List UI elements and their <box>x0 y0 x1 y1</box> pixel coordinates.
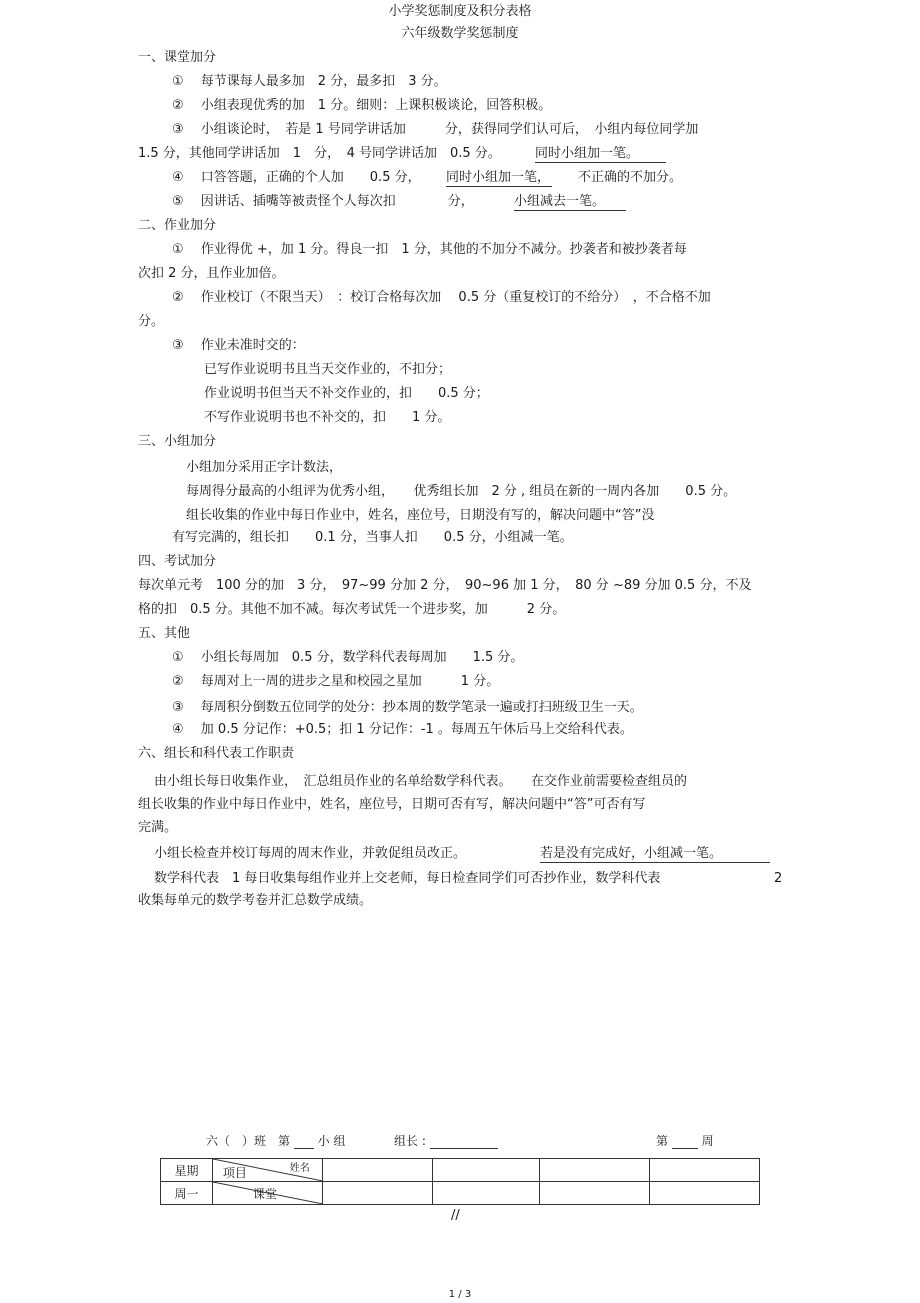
rule-line: 有写完满的，组长扣 0.1 分，当事人扣 0.5 分，小组减一笔。 <box>172 530 573 545</box>
document-subtitle: 六年级数学奖惩制度 <box>401 26 519 41</box>
leader-label: 组长 : <box>394 1134 426 1148</box>
name-cell[interactable] <box>650 1159 760 1182</box>
class-label: 六（ ）班 第 <box>206 1134 291 1148</box>
rule-line: 不正确的不加分。 <box>578 170 683 185</box>
group-blank[interactable] <box>294 1148 314 1149</box>
rule-line: ④ 口答答题，正确的个人加 0.5 分， <box>172 170 421 185</box>
rule-line: ③ 小组谈论时， 若是 1 号同学讲话加 分，获得同学们认可后， 小组内每位同学加 <box>172 122 699 137</box>
rule-line: 每次单元考 100 分的加 3 分， 97~99 分加 2 分， 90~96 加 1 分， 80 分 ~89 分加 0.5 分，不及 <box>138 578 752 593</box>
rule-line: 小组加分采用正字计数法， <box>186 460 343 475</box>
rule-line: 已写作业说明书且当天交作业的，不扣分； <box>204 362 452 377</box>
rule-line: 作业说明书但当天不补交作业的，扣 0.5 分； <box>204 386 489 401</box>
table-row <box>161 1159 760 1182</box>
table-row <box>161 1182 760 1205</box>
rule-line: 完满。 <box>138 820 178 835</box>
rule-line: 格的扣 0.5 分。其他不加不减。每次考试凭一个进步奖，加 2 分。 <box>138 602 566 617</box>
name-cell[interactable] <box>322 1159 432 1182</box>
page-number: 1 / 3 <box>448 1289 472 1300</box>
score-cell[interactable] <box>322 1182 432 1205</box>
day-header-cell: 星期 <box>161 1159 213 1182</box>
rule-line: 由小组长每日收集作业， 汇总组员作业的名单给数学科代表。 在交作业前需要检查组员的 <box>154 774 688 789</box>
rule-line: 次扣 2 分，且作业加倍。 <box>138 266 285 281</box>
section-heading-3: 三、小组加分 <box>138 434 217 449</box>
name-cell[interactable] <box>432 1159 540 1182</box>
rule-line: ⑤ 因讲话、插嘴等被责怪个人每次扣 分， <box>172 194 474 209</box>
score-cell[interactable] <box>432 1182 540 1205</box>
score-cell[interactable] <box>540 1182 650 1205</box>
name-header: 姓名 <box>289 1163 310 1174</box>
continuation-mark: // <box>451 1208 460 1223</box>
underlined-note: 若是没有完成好，小组减一笔。 <box>540 846 770 863</box>
leader-blank[interactable] <box>430 1148 498 1149</box>
rule-line: ② 作业校订（不限当天） ：校订合格每次加 0.5 分（重复校订的不给分） ，不合格不加 <box>172 290 711 305</box>
rule-line: 组长收集的作业中每日作业中，姓名，座位号，日期可否有写，解决问题中“答”可否有写 <box>138 797 646 812</box>
group-label: 小 组 <box>317 1134 346 1148</box>
underlined-note: 同时小组加一笔。 <box>535 146 666 163</box>
rule-line: ② 小组表现优秀的加 1 分。细则：上课积极谈论，回答积极。 <box>172 98 552 113</box>
section-heading-4: 四、考试加分 <box>138 554 217 569</box>
day-cell: 周一 <box>161 1182 213 1205</box>
rule-line: 不写作业说明书也不补交的，扣 1 分。 <box>204 410 451 425</box>
table-header-class <box>206 1133 346 1149</box>
underlined-note: 同时小组加一笔， <box>446 170 551 185</box>
week-suffix: 周 <box>701 1134 714 1148</box>
item-name-header-cell <box>212 1159 322 1182</box>
rule-line: ① 作业得优 +，加 1 分。得良一扣 1 分，其他的不加分不减分。抄袭者和被抄袭者每 <box>172 242 687 257</box>
table-header-leader <box>394 1133 498 1149</box>
rule-line: 1.5 分，其他同学讲话加 1 分， 4 号同学讲话加 0.5 分。 <box>138 146 501 161</box>
table-header-week <box>656 1133 714 1149</box>
item-label: 课堂 <box>252 1187 277 1201</box>
rule-line: ④ 加 0.5 分记作：+0.5；扣 1 分记作：-1 。每周五午休后马上交给科代表。 <box>172 722 633 737</box>
underlined-note: 小组减去一笔。 <box>514 194 626 211</box>
name-cell[interactable] <box>540 1159 650 1182</box>
rule-line: ③ 每周积分倒数五位同学的处分：抄本周的数学笔录一遍或打扫班级卫生一天。 <box>172 700 643 715</box>
item-header: 项目 <box>222 1166 247 1180</box>
rule-line: 数学科代表 1 每日收集每组作业并上交老师，每日检查同学们可否抄作业，数学科代表 <box>154 871 661 886</box>
item-cell <box>212 1182 322 1205</box>
rule-line: 2 <box>774 871 783 886</box>
rule-line: ① 每节课每人最多加 2 分，最多扣 3 分。 <box>172 74 447 89</box>
section-heading-1: 一、课堂加分 <box>138 50 217 65</box>
rule-line: 每周得分最高的小组评为优秀小组， 优秀组长加 2 分 , 组员在新的一周内各加 0.5 分。 <box>186 484 737 499</box>
rule-line: ③ 作业未准时交的： <box>172 338 305 353</box>
document-title: 小学奖惩制度及积分表格 <box>388 4 532 19</box>
rule-line: 小组长检查并校订每周的周末作业，并敦促组员改正。 <box>154 846 467 861</box>
week-blank[interactable] <box>672 1148 698 1149</box>
section-heading-6: 六、组长和科代表工作职责 <box>138 746 295 761</box>
section-heading-5: 五、其他 <box>138 626 191 641</box>
week-prefix: 第 <box>656 1134 669 1148</box>
rule-line: ① 小组长每周加 0.5 分，数学科代表每周加 1.5 分。 <box>172 650 524 665</box>
section-heading-2: 二、作业加分 <box>138 218 217 233</box>
score-table <box>160 1158 760 1205</box>
rule-line: 分。 <box>138 314 165 329</box>
rule-line: 收集每单元的数学考卷并汇总数学成绩。 <box>138 893 373 908</box>
score-cell[interactable] <box>650 1182 760 1205</box>
rule-line: 组长收集的作业中每日作业中，姓名，座位号，日期没有写的，解决问题中“答”没 <box>186 508 655 523</box>
rule-line: ② 每周对上一周的进步之星和校园之星加 1 分。 <box>172 674 500 689</box>
